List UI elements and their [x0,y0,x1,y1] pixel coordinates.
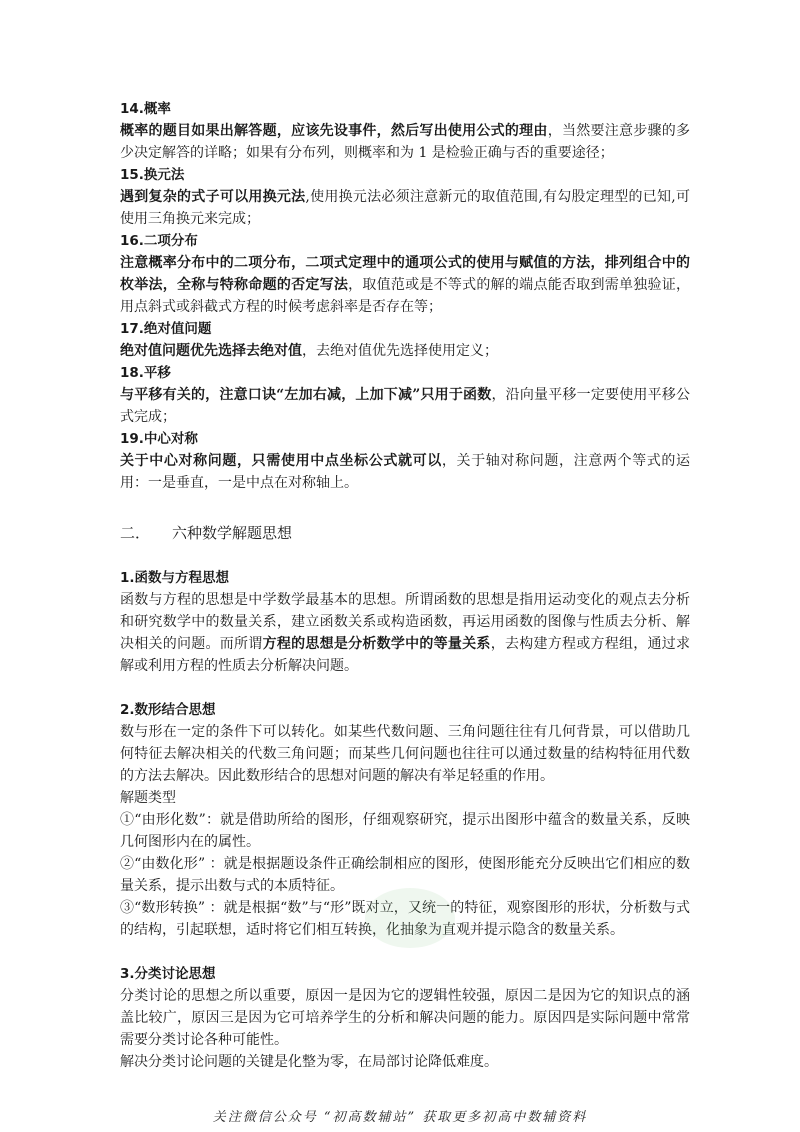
item-paragraph [120,186,690,230]
item-heading: 3.分类讨论思想 [120,966,216,982]
body-text: ，当然要注意步骤的多少决定解答的详略；如果有分布列，则概率和为 1 是检验正确与否的重要途径； [120,123,691,161]
item-heading: 2.数形结合思想 [120,702,216,718]
item-paragraph [120,853,690,897]
section-heading [120,522,690,543]
section-title: 六种数学解题思想 [172,524,293,542]
body-text: ，关于轴对称问题，注意两个等式的运用：一是垂直，一是中点在对称轴上。 [120,453,691,491]
item-heading: 17.绝对值问题 [120,321,212,337]
item-paragraph [120,1051,690,1073]
body-text: ，沿向量平移一定要使用平移公式完成； [120,387,691,425]
emphasis-text: 注意概率分布中的二项分布，二项式定理中的通项公式的使用与赋值的方法，排列组合中的枚举法，全称与特称命题的否定写法 [120,255,690,293]
body-text: ，去绝对值优先选择使用定义； [302,343,498,359]
item-paragraph [120,450,690,494]
tips-list [120,98,690,494]
body-text: 解决分类讨论问题的关键是化整为零，在局部讨论降低难度。 [120,1054,498,1070]
body-text: 分类讨论的思想之所以重要，原因一是因为它的逻辑性较强，原因二是因为它的知识点的涵盖比较广，原因三是因为它可培养学生的分析和解决问题的能力。原因四是实际问题中常常需要分类讨论各种可能性。 [120,988,690,1048]
section-number: 二． [120,524,151,542]
body-text: ，去构建方程或方程组，通过求解或利用方程的性质去分析解决问题。 [120,636,691,674]
item-paragraph [120,985,690,1051]
emphasis-text: 绝对值问题优先选择去绝对值 [120,343,302,359]
body-text: ②“由数化形” ：就是根据题设条件正确绘制相应的图形，使图形能充分反映出它们相应的数量关系，提示出数与式的本质特征。 [120,856,690,894]
body-text: ①“由形化数”：就是借助所给的图形，仔细观察研究，提示出图形中蕴含的数量关系，反映几何图形内在的属性。 [120,812,690,850]
item-heading: 18.平移 [120,365,171,381]
body-text: ③“数形转换” ：就是根据“数”与“形”既对立，又统一的特征，观察图形的形状，分析数与式的结构，引起联想，适时将它们相互转换，化抽象为直观并提示隐含的数量关系。 [120,900,690,938]
body-text: 解题类型 [120,790,176,806]
item-paragraph [120,120,690,164]
emphasis-text: 与平移有关的，注意口诀“左加右减，上加下减”只用于函数 [120,387,492,403]
item-paragraph [120,589,690,677]
item-paragraph [120,252,690,318]
document-body [120,98,690,1073]
emphasis-text: 关于中心对称问题，只需使用中点坐标公式就可以 [120,453,442,469]
item-heading: 19.中心对称 [120,431,198,447]
page-footer: 关注微信公众号 “初高数辅站” 获取更多初高中数辅资料 [212,1110,588,1125]
item-paragraph [120,897,690,941]
item-paragraph [120,809,690,853]
item-paragraph [120,721,690,787]
item-heading: 16.二项分布 [120,233,198,249]
spacer [120,941,690,963]
spacer [120,677,690,699]
emphasis-text: 概率的题目如果出解答题，应该先设事件，然后写出使用公式的理由 [120,123,548,139]
emphasis-text: 方程的思想是分析数学中的等量关系 [262,636,491,652]
item-paragraph [120,787,690,809]
emphasis-text: 遇到复杂的式子可以用换元法 [120,189,306,205]
body-text: ，取值范或是不等式的解的端点能否取到需单独验证，用点斜式或斜截式方程的时候考虑斜率是否存在等； [120,277,691,315]
item-heading: 15.换元法 [120,167,185,183]
body-text: 函数与方程的思想是中学数学最基本的思想。所谓函数的思想是指用运动变化的观点去分析和研究数学中的数量关系，建立函数关系或构造函数，再运用函数的图像与性质去分析、解决相关的问题。而所谓 [120,592,690,652]
body-text: ,使用换元法必须注意新元的取值范围,有勾股定理型的已知,可使用三角换元来完成； [120,189,690,227]
item-paragraph [120,340,690,362]
item-paragraph [120,384,690,428]
body-text: 数与形在一定的条件下可以转化。如某些代数问题、三角问题往往有几何背景，可以借助几何特征去解决相关的代数三角问题；而某些几何问题也往往可以通过数量的结构特征用代数的方法去解决。因此数形结合的思想对问题的解决有举足轻重的作用。 [120,724,690,784]
thoughts-list [120,567,690,1073]
item-heading: 1.函数与方程思想 [120,570,230,586]
item-heading: 14.概率 [120,101,171,117]
